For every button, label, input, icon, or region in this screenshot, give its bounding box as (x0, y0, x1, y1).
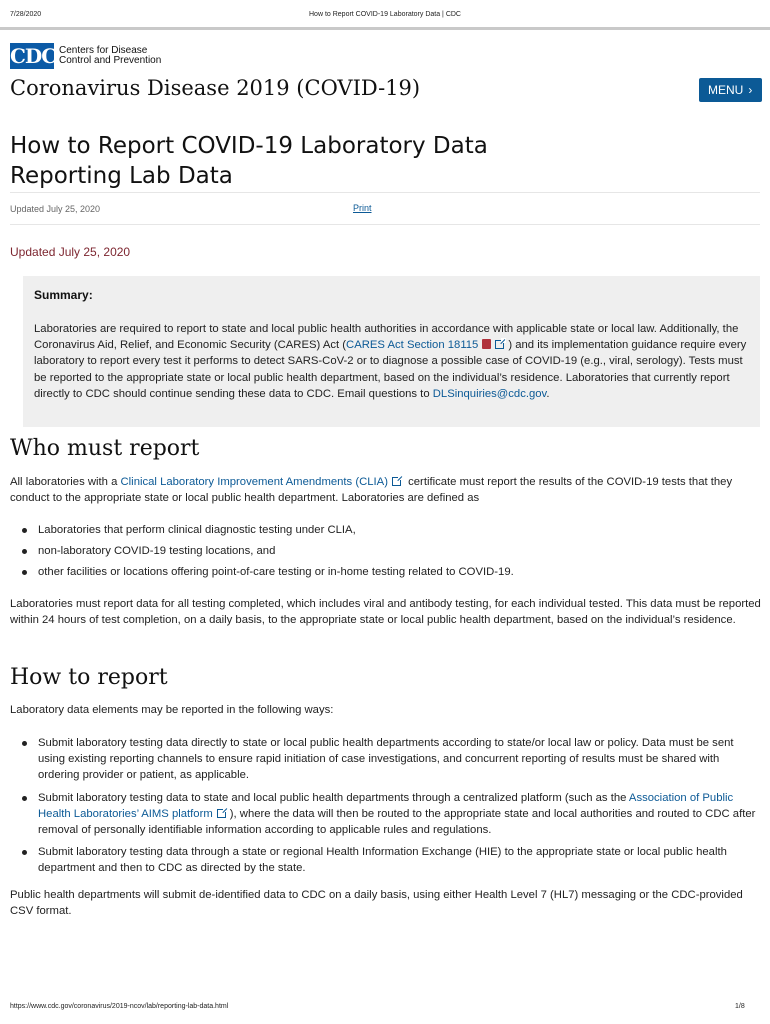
logo-line-1: Centers for Disease (59, 45, 148, 56)
how-bullet-2-a: Submit laboratory testing data to state and local public health departments through a centralized platform (such as the (38, 791, 629, 804)
print-header (0, 0, 770, 28)
list-item (38, 790, 760, 839)
page-title (10, 131, 610, 191)
list-item: Submit laboratory testing data through a state or regional Health Information Exchange (HIE) to the appropriate state or local public health department and then to CDC as directed by the state. (38, 844, 760, 876)
chevron-right-icon: › (748, 83, 753, 97)
who-closing: Laboratories must report data for all testing completed, which includes viral and antibody testing, for each individual tested. This data must be reported within 24 hours of test completion, on a daily basis, to the appropriate state or local public health department, based on the individual’s residence. (10, 598, 761, 627)
cdc-logo-mark: CDC (10, 44, 57, 68)
pdf-icon (482, 339, 491, 349)
external-link-icon (217, 809, 226, 818)
print-link[interactable]: Print (353, 203, 372, 213)
list-item: Laboratories that perform clinical diagnostic testing under CLIA, (38, 522, 760, 538)
list-item: Submit laboratory testing data directly to state or local public health departments according to state/or local law or policy. Data must be sent using existing reporting channels to ensure rapid initiation of case investigations, and concurrent reporting of results must be shared with ordering provider or patient, as applicable. (38, 735, 760, 784)
site-title[interactable]: Coronavirus Disease 2019 (COVID-19) (10, 76, 421, 100)
footer-page-number: 1/8 (735, 1003, 745, 1010)
cares-act-link[interactable]: CARES Act Section 18115 (346, 339, 479, 352)
summary-box (23, 276, 760, 427)
summary-text-2: ) and its implementation guidance require every laboratory to report every test it performs to detect SARS-CoV-2 or to diagnose a possible case of COVID-19 (e.g., viral, serology). Tests must be reported to the appropriate state or local public health department, based on the individual’s residence. Laboratories that currently report directly to CDC should continue sending these data to CDC. Email questions to (34, 339, 747, 400)
list-item: other facilities or locations offering point-of-care testing or in-home testing related to COVID-19. (38, 564, 760, 580)
who-list (38, 522, 760, 581)
cdc-logo[interactable] (10, 43, 161, 69)
footer-url: https://www.cdc.gov/coronavirus/2019-ncov/lab/reporting-lab-data.html (10, 1003, 229, 1010)
email-link[interactable]: DLSinquiries@cdc.gov (432, 387, 547, 400)
header-divider (0, 27, 770, 30)
list-item: non-laboratory COVID-19 testing locations, and (38, 543, 760, 559)
print-title: How to Report COVID-19 Laboratory Data | CDC (309, 11, 461, 18)
page-title-line-1: How to Report COVID-19 Laboratory Data (10, 133, 488, 159)
summary-heading: Summary: (34, 288, 93, 302)
updated-date: Updated July 25, 2020 (10, 204, 101, 214)
clia-link[interactable]: Clinical Laboratory Improvement Amendments (CLIA) (120, 476, 388, 488)
how-closing: Public health departments will submit de-identified data to CDC on a daily basis, using either Health Level 7 (HL7) messaging or the CDC-provided CSV format. (10, 889, 743, 918)
external-link-icon (495, 340, 504, 349)
who-intro-2: certificate must report the results of the COVID-19 tests that they conduct to the appropriate state or local public health department. Laboratories are defined as (10, 476, 733, 505)
menu-button[interactable] (699, 78, 762, 102)
meta-divider (10, 224, 760, 225)
heading-who-must-report: Who must report (10, 436, 200, 461)
title-divider (10, 192, 760, 193)
heading-how-to-report: How to report (10, 665, 168, 690)
summary-text-1: Laboratories are required to report to state and local public health authorities in accordance with applicable state or local law. Additionally, the Coronavirus Aid, Relief, and Economic Security (CARES) Act ( (34, 323, 739, 352)
summary-text (34, 321, 749, 402)
logo-line-2: Control and Prevention (59, 55, 162, 66)
summary-text-3: . (546, 387, 550, 400)
who-intro-1: All laboratories with a (10, 476, 121, 488)
how-bullet-2-b: ), where the data will then be routed to the appropriate state and local authorities and routed to CDC after removal of personally identifiable information according to applicable rules and regulations. (38, 807, 756, 837)
how-list (38, 735, 760, 877)
cdc-logo-text (59, 46, 161, 66)
aims-platform-link[interactable]: Association of Public Health Laboratories’ AIMS platform (38, 791, 734, 820)
updated-notice: Updated July 25, 2020 (10, 245, 131, 259)
who-intro (10, 474, 762, 506)
menu-label: MENU (708, 83, 744, 97)
external-link-icon (392, 477, 401, 486)
how-intro: Laboratory data elements may be reported in the following ways: (10, 704, 334, 716)
page-subtitle: Reporting Lab Data (10, 163, 233, 189)
print-date: 7/28/2020 (10, 11, 42, 18)
